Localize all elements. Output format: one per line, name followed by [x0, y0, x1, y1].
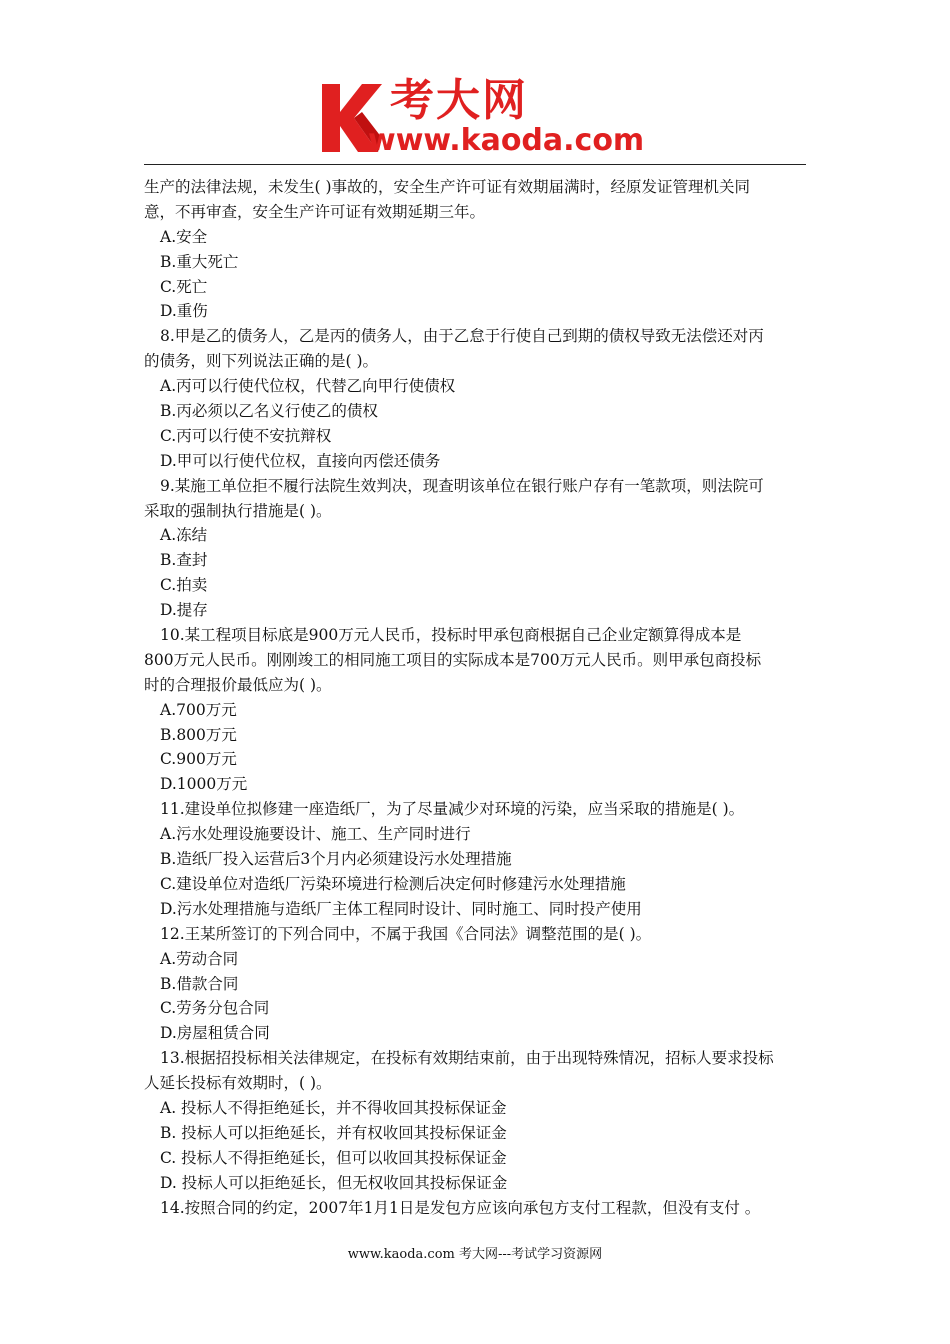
- answer-option: A.劳动合同: [160, 949, 239, 968]
- logo-url: www.kaoda.com: [368, 123, 645, 158]
- question-stem: 10.某工程项目标底是900万元人民币，投标时甲承包商根据自己企业定额算得成本是: [160, 626, 742, 645]
- answer-option: C.死亡: [160, 277, 208, 296]
- answer-option: D.甲可以行使代位权，直接向丙偿还债务: [160, 451, 441, 470]
- answer-option: B.造纸厂投入运营后3个月内必须建设污水处理措施: [160, 850, 512, 869]
- question-stem: 9.某施工单位拒不履行法院生效判决，现查明该单位在银行账户存有一笔款项，则法院可: [160, 476, 764, 495]
- question-stem: 13.根据招投标相关法律规定，在投标有效期结束前，由于出现特殊情况，招标人要求投标: [160, 1049, 774, 1068]
- text-line: 800万元人民币。刚刚竣工的相同施工项目的实际成本是700万元人民币。则甲承包商投标: [144, 650, 762, 669]
- question-stem: 12.王某所签订的下列合同中，不属于我国《合同法》调整范围的是( )。: [160, 924, 652, 943]
- text-line: 意，不再审查，安全生产许可证有效期延期三年。: [144, 202, 486, 221]
- answer-option: A. 投标人不得拒绝延长，并不得收回其投标保证金: [160, 1098, 507, 1117]
- answer-option: D.提存: [160, 601, 208, 620]
- answer-option: A.冻结: [160, 526, 208, 545]
- answer-option: B.800万元: [160, 725, 237, 744]
- text-line: 采取的强制执行措施是( )。: [144, 501, 332, 520]
- text-line: 时的合理报价最低应为( )。: [144, 675, 332, 694]
- header-divider: [144, 164, 806, 165]
- question-stem: 8.甲是乙的债务人，乙是丙的债务人，由于乙怠于行使自己到期的债权导致无法偿还对丙: [160, 327, 764, 346]
- answer-option: D.1000万元: [160, 775, 248, 794]
- answer-option: C.建设单位对造纸厂污染环境进行检测后决定何时修建污水处理措施: [160, 874, 626, 893]
- kaoda-logo[interactable]: [318, 75, 648, 160]
- answer-option: C.拍卖: [160, 576, 208, 595]
- answer-option: C.丙可以行使不安抗辩权: [160, 426, 332, 445]
- answer-option: D.重伤: [160, 302, 208, 321]
- text-line: 的债务，则下列说法正确的是( )。: [144, 352, 379, 371]
- text-line: 人延长投标有效期时，( )。: [144, 1074, 332, 1093]
- answer-option: C. 投标人不得拒绝延长，但可以收回其投标保证金: [160, 1148, 507, 1167]
- question-stem: 11.建设单位拟修建一座造纸厂，为了尽量减少对环境的污染，应当采取的措施是( )。: [160, 800, 745, 819]
- answer-option: A.安全: [160, 227, 208, 246]
- answer-option: B.借款合同: [160, 974, 239, 993]
- answer-option: B.丙必须以乙名义行使乙的债权: [160, 402, 378, 421]
- page-header: [0, 0, 950, 168]
- logo-chinese-name: 考大网: [390, 75, 528, 126]
- question-stem: 14.按照合同的约定，2007年1月1日是发包方应该向承包方支付工程款，但没有支付 。: [160, 1198, 761, 1217]
- answer-option: A.700万元: [160, 700, 237, 719]
- text-line: 生产的法律法规，未发生( )事故的，安全生产许可证有效期届满时，经原发证管理机关同: [144, 178, 751, 196]
- answer-option: A.丙可以行使代位权，代替乙向甲行使债权: [160, 377, 456, 396]
- answer-option: B.重大死亡: [160, 252, 239, 271]
- answer-option: D.房屋租赁合同: [160, 1024, 270, 1043]
- page-footer: www.kaoda.com 考大网---考试学习资源网: [347, 1247, 603, 1262]
- answer-option: D. 投标人可以拒绝延长，但无权收回其投标保证金: [160, 1173, 508, 1192]
- answer-option: A.污水处理设施要设计、施工、生产同时进行: [160, 825, 471, 844]
- question-content: [144, 175, 810, 1220]
- answer-option: D.污水处理措施与造纸厂主体工程同时设计、同时施工、同时投产使用: [160, 899, 642, 918]
- answer-option: C.900万元: [160, 750, 237, 769]
- answer-option: B.查封: [160, 551, 208, 570]
- answer-option: B. 投标人可以拒绝延长，并有权收回其投标保证金: [160, 1123, 507, 1142]
- answer-option: C.劳务分包合同: [160, 999, 270, 1018]
